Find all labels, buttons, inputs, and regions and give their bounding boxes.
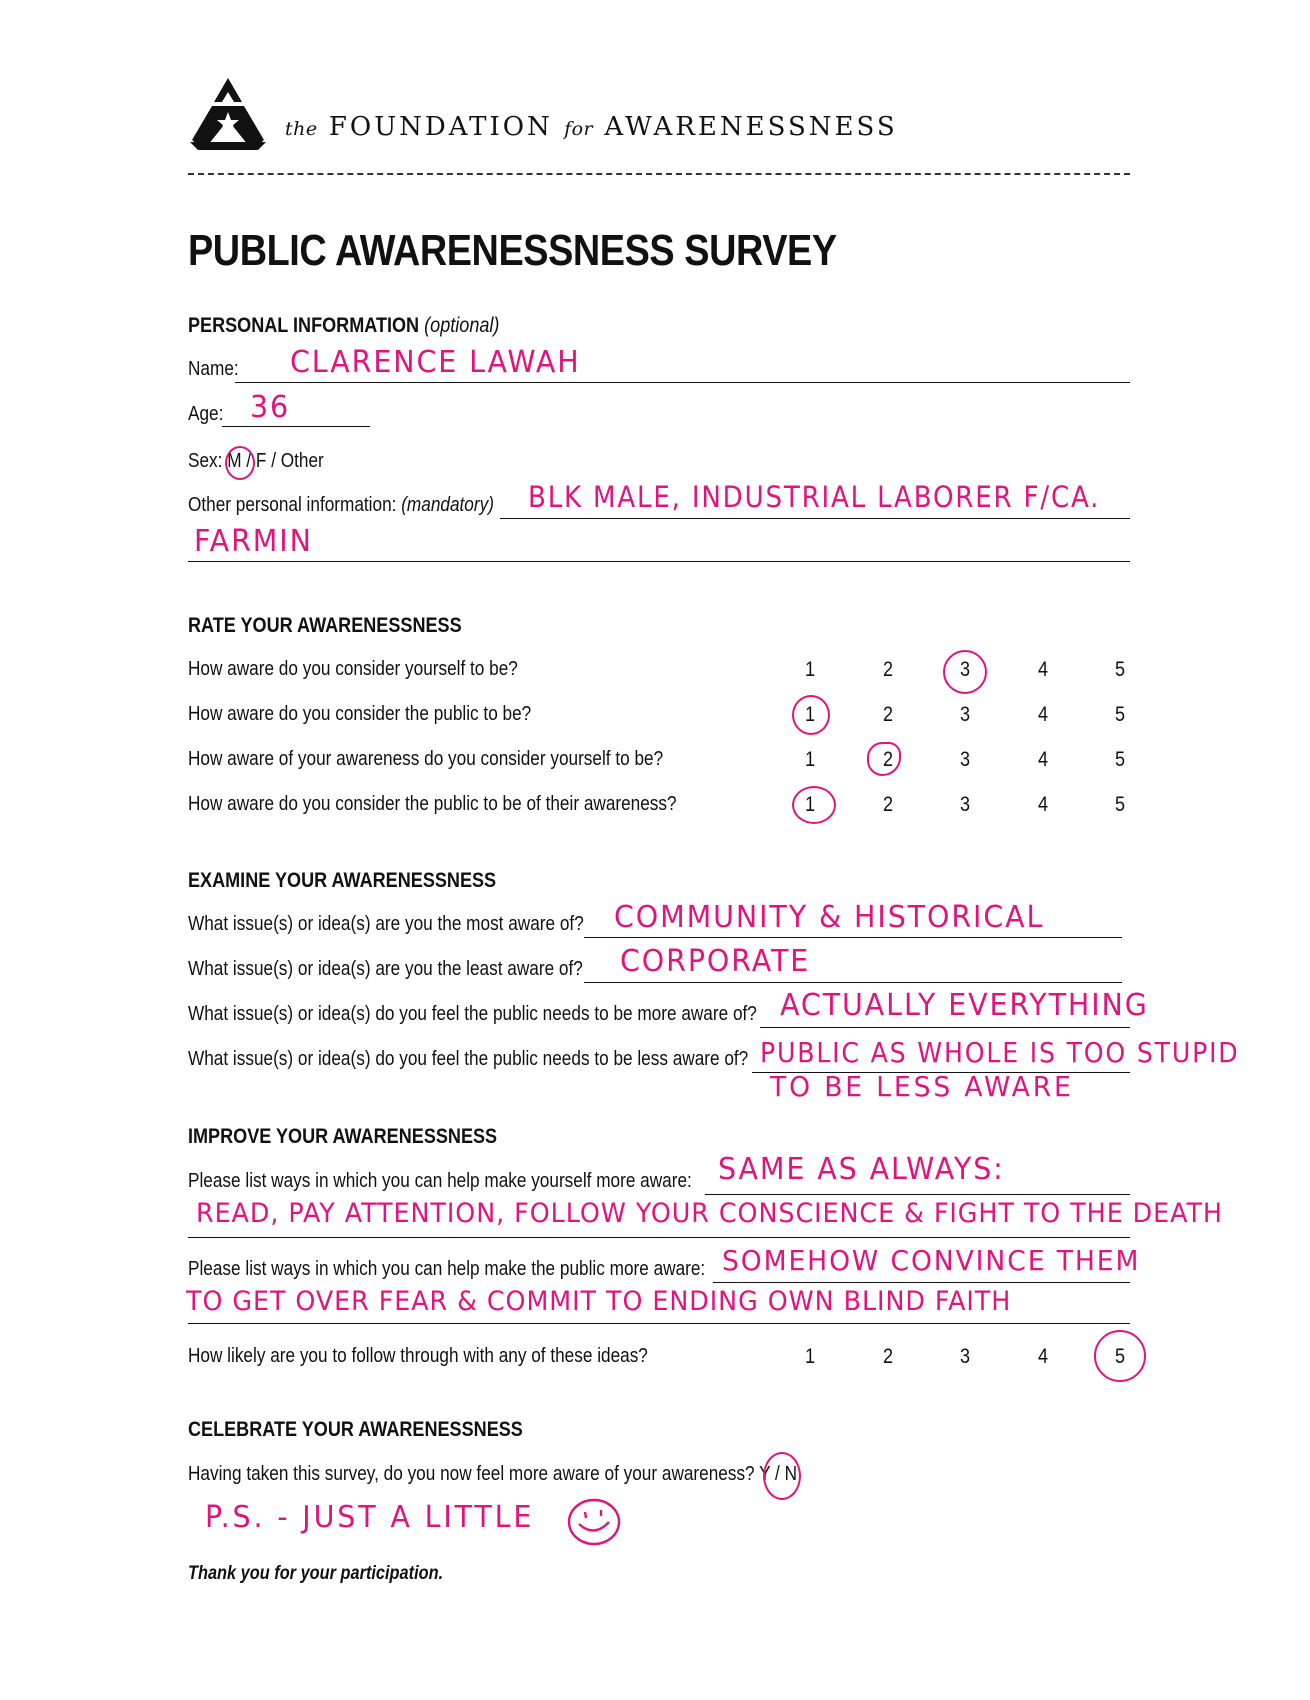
improve-answer-1-line2: READ, PAY ATTENTION, FOLLOW YOUR CONSCIENCE & FIGHT TO THE DEATH — [196, 1198, 1223, 1229]
improve-answer-field-1[interactable] — [705, 1194, 1130, 1195]
examine-question-1: What issue(s) or idea(s) are you the most aware of? — [188, 913, 584, 935]
brand-end: AWARENESSNESS — [604, 112, 898, 142]
celebrate-selection-mark — [763, 1452, 801, 1500]
other-info-answer-line2: FARMIN — [194, 524, 313, 559]
celebrate-question: Having taken this survey, do you now feel more aware of your awareness? — [188, 1463, 755, 1485]
rating-option[interactable]: 5 — [1114, 658, 1126, 681]
foundation-logo-icon — [188, 76, 268, 152]
ps-note: P.S. - JUST A LITTLE — [205, 1500, 535, 1535]
examine-answer-4: PUBLIC AS WHOLE IS TOO STUPID — [760, 1036, 1240, 1069]
brand-prefix: the — [285, 118, 318, 140]
rating-option[interactable]: 4 — [1037, 658, 1049, 681]
brand-main: FOUNDATION — [328, 112, 553, 142]
sex-row: Sex: M / F / Other — [188, 450, 324, 472]
sex-option-other[interactable]: Other — [280, 450, 324, 472]
rating-option[interactable]: 2 — [882, 658, 894, 681]
rating-selection-mark — [792, 786, 836, 824]
improve-answer-1-line1: SAME AS ALWAYS: — [718, 1152, 1005, 1187]
examine-question-4: What issue(s) or idea(s) do you feel the public needs to be less aware of? — [188, 1048, 749, 1070]
improve-answer-field-2[interactable] — [713, 1282, 1130, 1283]
rating-option[interactable]: 5 — [1114, 793, 1126, 816]
likelihood-option[interactable]: 3 — [959, 1345, 971, 1368]
sex-label: Sex: — [188, 450, 223, 472]
thank-you-note: Thank you for your participation. — [188, 1563, 444, 1584]
rating-option[interactable]: 3 — [959, 793, 971, 816]
age-label: Age: — [188, 403, 224, 425]
rate-question-1: How aware do you consider yourself to be? — [188, 658, 518, 680]
sex-option-f[interactable]: F — [255, 450, 267, 472]
likelihood-option[interactable]: 2 — [882, 1345, 894, 1368]
examine-answer-1: COMMUNITY & HISTORICAL — [614, 900, 1045, 935]
rating-option[interactable]: 1 — [804, 748, 816, 771]
rating-option[interactable]: 4 — [1037, 793, 1049, 816]
personal-heading-note: (optional) — [424, 314, 500, 337]
examine-heading: EXAMINE YOUR AWARENESSNESS — [188, 869, 497, 892]
rate-question-2: How aware do you consider the public to be? — [188, 703, 532, 725]
sex-selection-mark — [225, 446, 255, 480]
other-info-label — [188, 494, 494, 517]
other-info-answer-line1: BLK MALE, INDUSTRIAL LABORER F/CA. — [528, 480, 1101, 514]
improve-question-2: Please list ways in which you can help make the public more aware: — [188, 1258, 706, 1280]
improve-answer-2-line1: SOMEHOW CONVINCE THEM — [722, 1244, 1141, 1277]
improve-answer-field-1-line2[interactable] — [188, 1237, 1130, 1238]
rating-option[interactable]: 3 — [959, 658, 971, 681]
page-title: PUBLIC AWARENESSNESS SURVEY — [188, 226, 837, 275]
rating-option[interactable]: 1 — [804, 658, 816, 681]
examine-answer-4-line2: TO BE LESS AWARE — [770, 1070, 1074, 1103]
rate-question-3: How aware of your awareness do you consider yourself to be? — [188, 748, 664, 770]
header-divider — [188, 173, 1130, 175]
examine-answer-field-2[interactable] — [584, 982, 1122, 983]
rate-question-4: How aware do you consider the public to be of their awareness? — [188, 793, 677, 815]
rating-option[interactable]: 1 — [804, 703, 816, 726]
examine-question-3: What issue(s) or idea(s) do you feel the public needs to be more aware of? — [188, 1003, 757, 1025]
rating-option[interactable]: 4 — [1037, 748, 1049, 771]
improve-answer-field-2-line2[interactable] — [188, 1323, 1130, 1324]
likelihood-option[interactable]: 1 — [804, 1345, 816, 1368]
rating-option[interactable]: 4 — [1037, 703, 1049, 726]
rating-option[interactable]: 1 — [804, 793, 816, 816]
rating-option[interactable]: 2 — [882, 793, 894, 816]
celebrate-yes-option[interactable]: Y — [759, 1463, 771, 1485]
name-field[interactable] — [235, 382, 1130, 383]
examine-answer-2: CORPORATE — [620, 944, 811, 979]
other-info-field[interactable] — [500, 518, 1130, 519]
smiley-icon — [565, 1496, 623, 1548]
name-label: Name: — [188, 358, 239, 380]
rate-heading: RATE YOUR AWARENESSNESS — [188, 614, 462, 637]
other-info-field-line2[interactable] — [188, 561, 1130, 562]
examine-answer-3: ACTUALLY EVERYTHING — [780, 988, 1149, 1023]
rating-option[interactable]: 2 — [882, 703, 894, 726]
personal-heading-text: PERSONAL INFORMATION — [188, 314, 420, 337]
personal-heading — [188, 314, 499, 338]
likelihood-selection-mark — [1094, 1330, 1146, 1382]
age-answer: 36 — [250, 390, 291, 425]
celebrate-no-option[interactable]: N — [784, 1463, 798, 1485]
rating-option[interactable]: 3 — [959, 703, 971, 726]
examine-answer-field-3[interactable] — [760, 1027, 1130, 1028]
examine-question-2: What issue(s) or idea(s) are you the least aware of? — [188, 958, 583, 980]
likelihood-option[interactable]: 4 — [1037, 1345, 1049, 1368]
age-field[interactable] — [222, 426, 370, 427]
improve-question-3: How likely are you to follow through with any of these ideas? — [188, 1345, 648, 1367]
rating-option[interactable]: 3 — [959, 748, 971, 771]
rating-selection-mark — [792, 695, 830, 735]
rating-option[interactable]: 5 — [1114, 748, 1126, 771]
improve-question-1: Please list ways in which you can help make yourself more aware: — [188, 1170, 692, 1192]
sex-option-m[interactable]: M — [227, 450, 242, 472]
improve-answer-2-line2: TO GET OVER FEAR & COMMIT TO ENDING OWN BLIND FAITH — [186, 1286, 1012, 1317]
name-answer: CLARENCE LAWAH — [290, 345, 581, 380]
improve-heading: IMPROVE YOUR AWARENESSNESS — [188, 1125, 498, 1148]
examine-answer-field-1[interactable] — [584, 937, 1122, 938]
rating-option[interactable]: 5 — [1114, 703, 1126, 726]
rating-option[interactable]: 2 — [882, 748, 894, 771]
rating-selection-mark — [943, 650, 987, 694]
brand-for: for — [564, 118, 594, 140]
celebrate-heading: CELEBRATE YOUR AWARENESSNESS — [188, 1418, 523, 1441]
other-info-label-text: Other personal information: — [188, 494, 397, 516]
celebrate-row — [188, 1463, 797, 1486]
other-info-note: (mandatory) — [401, 494, 494, 516]
celebrate-separator: / — [775, 1463, 780, 1485]
brand-name — [285, 112, 898, 142]
likelihood-option[interactable]: 5 — [1114, 1345, 1126, 1368]
